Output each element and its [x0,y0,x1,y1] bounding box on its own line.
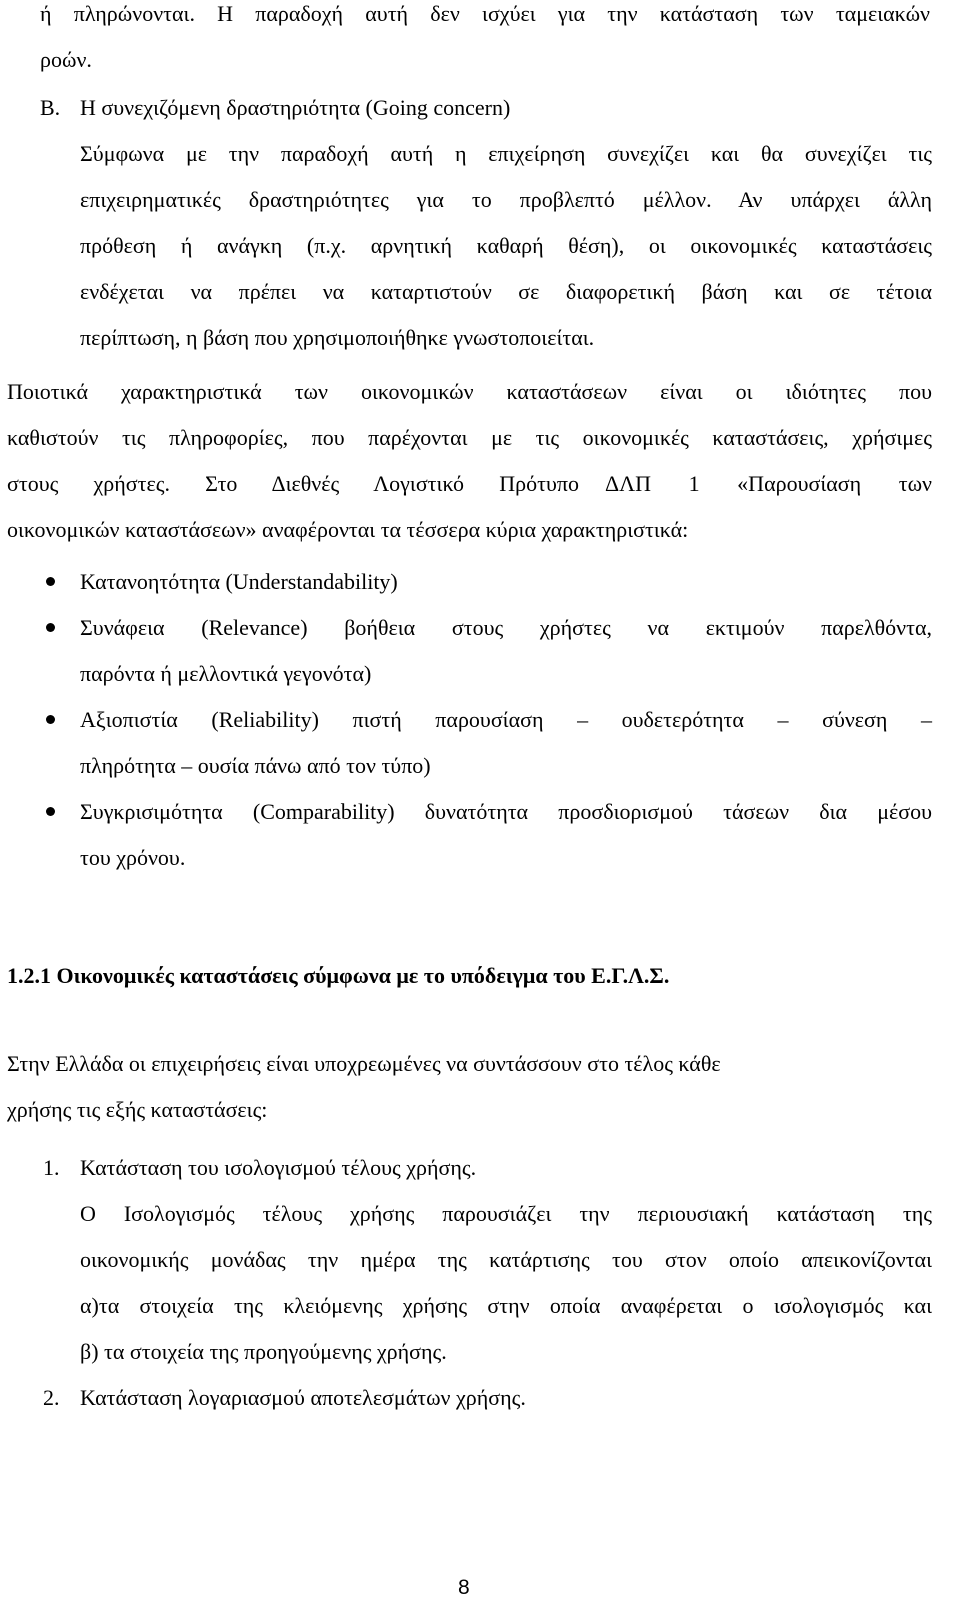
bullet-marker [46,623,55,632]
paragraph-line: χρήσης τις εξής καταστάσεις: [7,1097,268,1122]
paragraph-line: Στην Ελλάδα οι επιχειρήσεις είναι υποχρεωμένες να συντάσσουν στο τέλος κάθε [7,1051,721,1076]
numbered-item-body: Ο Ισολογισμός τέλους χρήσης παρουσιάζει την περιουσιακή κατάσταση της [80,1201,932,1226]
paragraph-line: ΔΛΠ 1 «Παρουσίαση των [605,471,932,496]
bullet-item-text: Αξιοπιστία (Reliability) πιστή παρουσίαση – ουδετερότητα – σύνεση – [80,707,932,732]
paragraph-line: Σύμφωνα με την παραδοχή αυτή η επιχείρηση συνεχίζει και θα συνεχίζει τις [80,141,932,166]
bullet-item-text: Συγκρισιμότητα (Comparability) δυνατότητα προσδιορισμού τάσεων δια μέσου [80,799,932,824]
bullet-item-text: του χρόνου. [80,845,186,870]
bullet-marker [46,807,55,816]
paragraph-line: ενδέχεται να πρέπει να καταρτιστούν σε διαφορετική βάση και σε τέτοια [80,279,932,304]
paragraph-line: στους χρήστες. Στο Διεθνές Λογιστικό Πρότυπο [7,471,579,496]
paragraph-line: ροών. [40,47,92,72]
bullet-item-text: παρόντα ή μελλοντικά γεγονότα) [80,661,372,686]
list-number: 1. [43,1155,60,1180]
paragraph-line: ή πληρώνονται. Η παραδοχή αυτή δεν ισχύει για την κατάσταση των ταμειακών [40,1,930,26]
paragraph-line: περίπτωση, η βάση που χρησιμοποιήθηκε γνωστοποιείται. [80,325,595,350]
numbered-item-title: Κατάσταση του ισολογισμού τέλους χρήσης. [80,1155,477,1180]
numbered-item-body: α)τα στοιχεία της κλειόμενης χρήσης στην οποία αναφέρεται ο ισολογισμός και [80,1293,932,1318]
list-number: 2. [43,1385,60,1410]
paragraph-line: καθιστούν τις πληροφορίες, που παρέχονται με τις οικονομικές καταστάσεις, χρήσιμες [7,425,932,450]
section-heading: 1.2.1 Οικονομικές καταστάσεις σύμφωνα με το υπόδειγμα του Ε.Γ.Λ.Σ. [7,963,670,988]
paragraph-line: οικονομικών καταστάσεων» αναφέρονται τα τέσσερα κύρια χαρακτηριστικά: [7,517,689,542]
numbered-item-body: β) τα στοιχεία της προηγούμενης χρήσης. [80,1339,447,1364]
section-label: Β. [40,95,61,120]
bullet-item-text: Κατανοητότητα (Understandability) [80,569,398,594]
bullet-item-text: Συνάφεια (Relevance) βοήθεια στους χρήστες να εκτιμούν παρελθόντα, [80,615,932,640]
paragraph-line: πρόθεση ή ανάγκη (π.χ. αρνητική καθαρή θέση), οι οικονομικές καταστάσεις [80,233,932,258]
paragraph-line: επιχειρηματικές δραστηριότητες για το προβλεπτό μέλλον. Αν υπάρχει άλλη [80,187,932,212]
numbered-item-title: Κατάσταση λογαριασμού αποτελεσμάτων χρήσης. [80,1385,526,1410]
bullet-marker [46,577,55,586]
bullet-item-text: πληρότητα – ουσία πάνω από τον τύπο) [80,753,431,778]
bullet-marker [46,715,55,724]
paragraph-line: Ποιοτικά χαρακτηριστικά των οικονομικών καταστάσεων είναι οι ιδιότητες που [7,379,932,404]
section-title: Η συνεχιζόμενη δραστηριότητα (Going concern) [80,95,511,120]
page-number: 8 [458,1576,470,1599]
numbered-item-body: οικονομικής μονάδας την ημέρα της κατάρτισης του στον οποίο απεικονίζονται [80,1247,932,1272]
